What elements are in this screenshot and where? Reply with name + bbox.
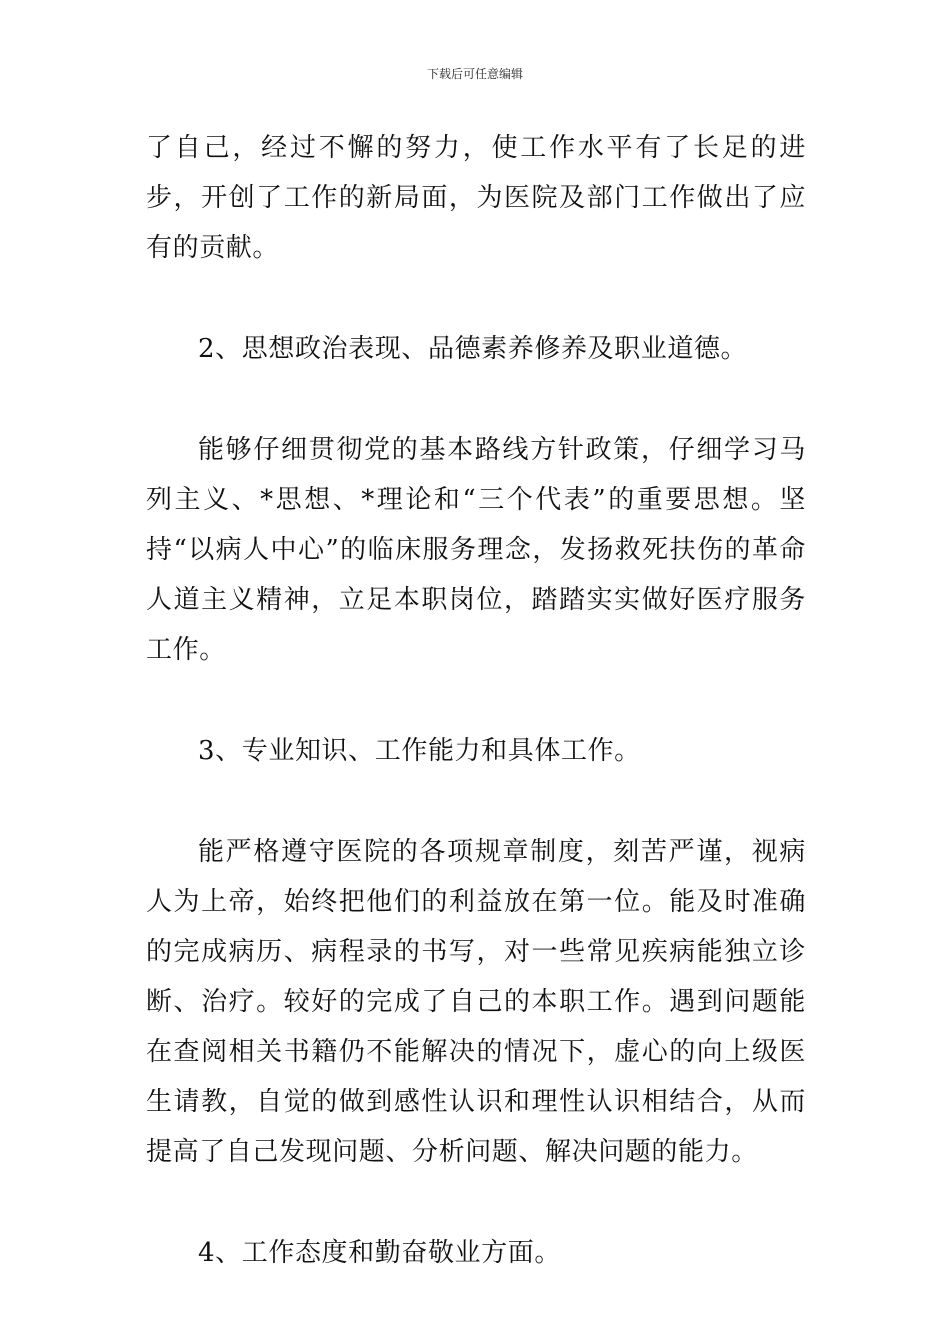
section-heading-2: 2、思想政治表现、品德素养修养及职业道德。 xyxy=(198,334,748,364)
section-heading-4: 4、工作态度和勤奋敬业方面。 xyxy=(198,1238,561,1268)
document-body xyxy=(146,123,806,1278)
paragraph-gap xyxy=(146,1177,806,1228)
paragraph-political: 能够仔细贯彻党的基本路线方针政策，仔细学习马列主义、*思想、*理论和“三个代表”的重要思想。坚持“以病人中心”的临床服务理念，发扬救死扶伤的革命人道主义精神，立足本职岗位，踏踏实实做好医疗服务工作。 xyxy=(146,435,806,665)
page-header: 下载后可任意编辑 xyxy=(426,67,523,81)
section-heading-3: 3、专业知识、工作能力和具体工作。 xyxy=(198,736,641,766)
paragraph-gap xyxy=(146,374,806,425)
paragraph-gap xyxy=(146,675,806,726)
paragraph-continuation: 了自己，经过不懈的努力，使工作水平有了长足的进步，开创了工作的新局面，为医院及部门工作做出了应有的贡献。 xyxy=(146,133,806,263)
paragraph-gap xyxy=(146,776,806,827)
paragraph-professional: 能严格遵守医院的各项规章制度，刻苦严谨，视病人为上帝，始终把他们的利益放在第一位。能及时准确的完成病历、病程录的书写，对一些常见疾病能独立诊断、治疗。较好的完成了自己的本职工作。遇到问题能在查阅相关书籍仍不能解决的情况下，虚心的向上级医生请教，自觉的做到感性认识和理性认识相结合，从而提高了自己发现问题、分析问题、解决问题的能力。 xyxy=(146,837,806,1167)
paragraph-gap xyxy=(146,273,806,324)
